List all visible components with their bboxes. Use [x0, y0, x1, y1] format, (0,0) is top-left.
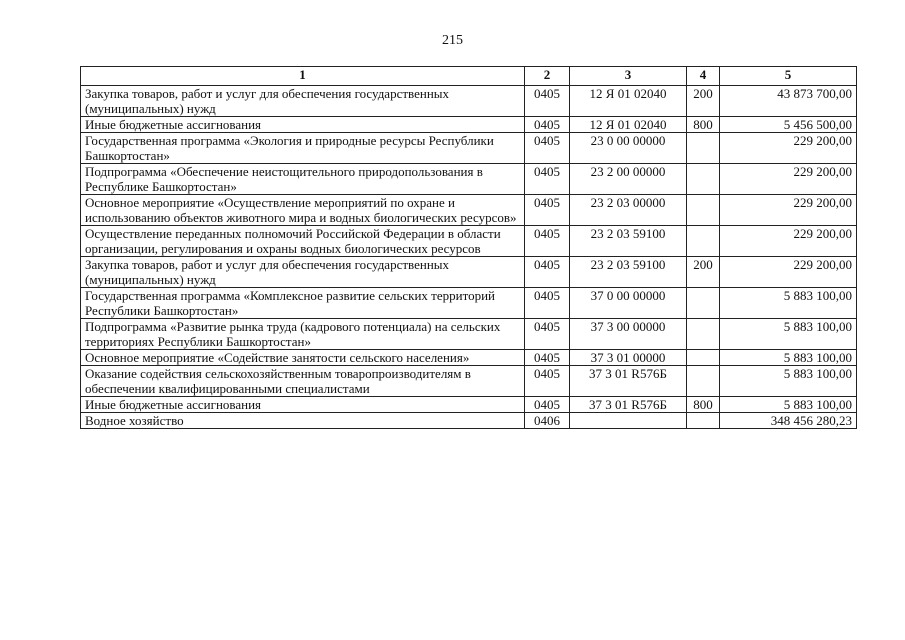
- row-name: Подпрограмма «Развитие рынка труда (кадрового потенциала) на сельских территориях Республики Башкортостан»: [81, 319, 525, 350]
- row-name: Основное мероприятие «Содействие занятости сельского населения»: [81, 350, 525, 366]
- row-target-article: 37 3 01 R576Б: [570, 397, 687, 413]
- row-expense-type: [687, 288, 720, 319]
- row-target-article: 23 0 00 00000: [570, 133, 687, 164]
- table-row: [81, 257, 857, 288]
- row-amount: 5 883 100,00: [720, 397, 857, 413]
- row-name: Государственная программа «Экология и природные ресурсы Республики Башкортостан»: [81, 133, 525, 164]
- row-target-article: 12 Я 01 02040: [570, 86, 687, 117]
- row-amount: 5 883 100,00: [720, 350, 857, 366]
- row-section-code: 0405: [525, 195, 570, 226]
- row-amount: 229 200,00: [720, 133, 857, 164]
- row-section-code: 0405: [525, 366, 570, 397]
- page-number: 215: [442, 33, 463, 48]
- table-row: [81, 366, 857, 397]
- column-header-3: 3: [570, 67, 687, 86]
- row-section-code: 0405: [525, 226, 570, 257]
- row-section-code: 0405: [525, 288, 570, 319]
- row-target-article: 23 2 03 59100: [570, 226, 687, 257]
- row-amount: 5 883 100,00: [720, 366, 857, 397]
- row-target-article: 23 2 03 59100: [570, 257, 687, 288]
- row-expense-type: [687, 366, 720, 397]
- row-name: Подпрограмма «Обеспечение неистощительного природопользования в Республике Башкортостан»: [81, 164, 525, 195]
- row-name: Государственная программа «Комплексное развитие сельских территорий Республики Башкортостан»: [81, 288, 525, 319]
- column-header-4: 4: [687, 67, 720, 86]
- table-row: [81, 86, 857, 117]
- row-name: Закупка товаров, работ и услуг для обеспечения государственных (муниципальных) нужд: [81, 257, 525, 288]
- row-target-article: 37 0 00 00000: [570, 288, 687, 319]
- row-name: Закупка товаров, работ и услуг для обеспечения государственных (муниципальных) нужд: [81, 86, 525, 117]
- row-name: Водное хозяйство: [81, 413, 525, 429]
- row-section-code: 0405: [525, 350, 570, 366]
- row-amount: 229 200,00: [720, 257, 857, 288]
- table-row: [81, 288, 857, 319]
- row-expense-type: 200: [687, 86, 720, 117]
- table-row: [81, 319, 857, 350]
- row-name: Осуществление переданных полномочий Российской Федерации в области организации, регулирования и охраны водных биологических ресурсов: [81, 226, 525, 257]
- table-row: [81, 195, 857, 226]
- row-section-code: 0405: [525, 86, 570, 117]
- row-section-code: 0405: [525, 117, 570, 133]
- row-expense-type: 200: [687, 257, 720, 288]
- column-header-1: 1: [81, 67, 525, 86]
- row-expense-type: [687, 319, 720, 350]
- column-header-2: 2: [525, 67, 570, 86]
- row-expense-type: [687, 226, 720, 257]
- row-expense-type: 800: [687, 117, 720, 133]
- budget-table: [80, 66, 857, 429]
- row-target-article: 23 2 00 00000: [570, 164, 687, 195]
- row-amount: 5 883 100,00: [720, 288, 857, 319]
- row-section-code: 0405: [525, 133, 570, 164]
- table-row: [81, 397, 857, 413]
- table-row: [81, 117, 857, 133]
- row-target-article: 12 Я 01 02040: [570, 117, 687, 133]
- row-amount: 43 873 700,00: [720, 86, 857, 117]
- row-section-code: 0405: [525, 397, 570, 413]
- row-expense-type: [687, 413, 720, 429]
- table-row: [81, 226, 857, 257]
- row-target-article: 23 2 03 00000: [570, 195, 687, 226]
- table-row: [81, 413, 857, 429]
- row-name: Иные бюджетные ассигнования: [81, 117, 525, 133]
- table-header-row: [81, 67, 857, 86]
- row-target-article: [570, 413, 687, 429]
- row-amount: 348 456 280,23: [720, 413, 857, 429]
- row-section-code: 0405: [525, 257, 570, 288]
- column-header-5: 5: [720, 67, 857, 86]
- row-target-article: 37 3 01 00000: [570, 350, 687, 366]
- row-section-code: 0405: [525, 319, 570, 350]
- row-amount: 5 883 100,00: [720, 319, 857, 350]
- row-expense-type: 800: [687, 397, 720, 413]
- table-row: [81, 350, 857, 366]
- row-amount: 5 456 500,00: [720, 117, 857, 133]
- row-target-article: 37 3 00 00000: [570, 319, 687, 350]
- row-name: Основное мероприятие «Осуществление мероприятий по охране и использованию объектов животного мира и водных биологических ресурсов»: [81, 195, 525, 226]
- row-section-code: 0406: [525, 413, 570, 429]
- row-name: Иные бюджетные ассигнования: [81, 397, 525, 413]
- row-expense-type: [687, 164, 720, 195]
- row-section-code: 0405: [525, 164, 570, 195]
- row-amount: 229 200,00: [720, 195, 857, 226]
- row-amount: 229 200,00: [720, 226, 857, 257]
- row-expense-type: [687, 350, 720, 366]
- table-row: [81, 164, 857, 195]
- row-target-article: 37 3 01 R576Б: [570, 366, 687, 397]
- row-expense-type: [687, 195, 720, 226]
- row-amount: 229 200,00: [720, 164, 857, 195]
- table-row: [81, 133, 857, 164]
- row-name: Оказание содействия сельскохозяйственным товаропроизводителям в обеспечении квалифицированными специалистами: [81, 366, 525, 397]
- row-expense-type: [687, 133, 720, 164]
